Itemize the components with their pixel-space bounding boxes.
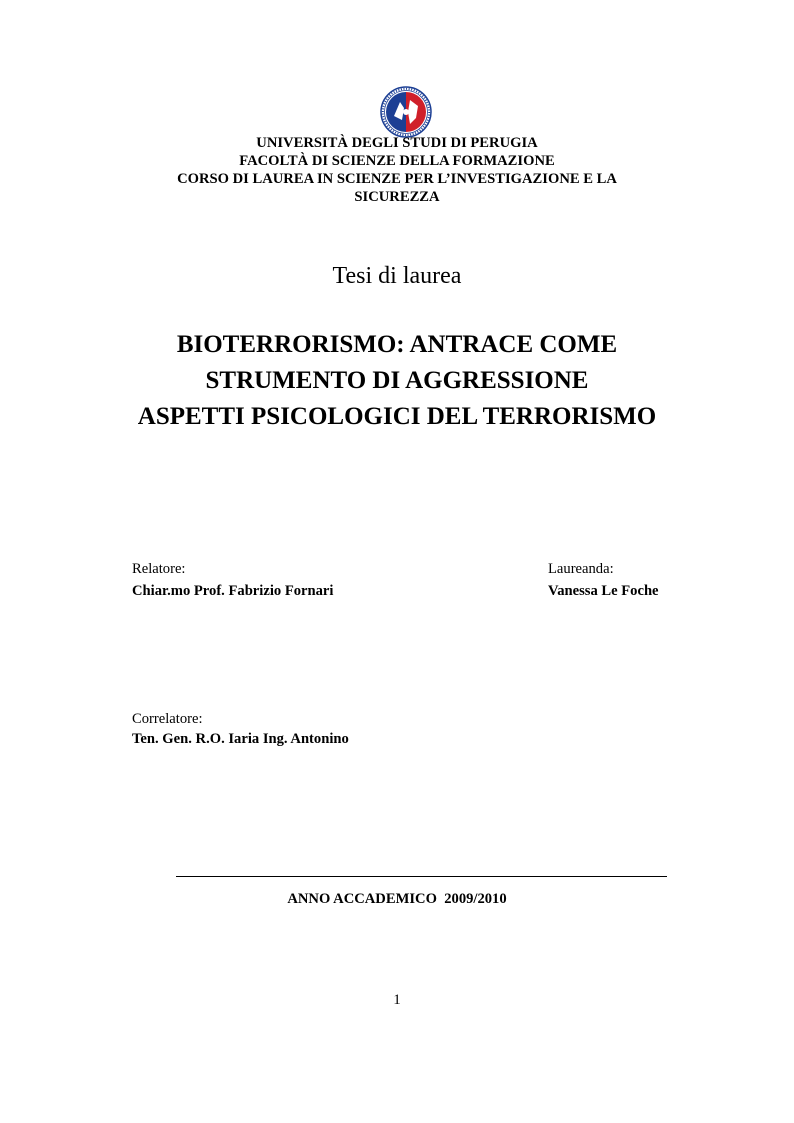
university-name: UNIVERSITÀ DEGLI STUDI DI PERUGIA (256, 135, 538, 151)
faculty-name: FACOLTÀ DI SCIENZE DELLA FORMAZIONE (239, 153, 555, 169)
document-type: Tesi di laurea (332, 263, 462, 289)
thesis-title-line2: STRUMENTO DI AGGRESSIONE (205, 367, 589, 394)
co-supervisor-name: Ten. Gen. R.O. Iaria Ing. Antonino (132, 731, 349, 747)
course-name-line1: CORSO DI LAUREA IN SCIENZE PER L’INVESTIGAZIONE E LA (177, 171, 617, 187)
candidate-label: Laureanda: (548, 561, 614, 577)
course-name-line2: SICUREZZA (354, 189, 440, 205)
academic-year: ANNO ACCADEMICO 2009/2010 (287, 891, 507, 907)
page-number: 1 (393, 992, 401, 1008)
university-seal-logo (380, 86, 432, 138)
thesis-title-line3: ASPETTI PSICOLOGICI DEL TERRORISMO (137, 403, 657, 430)
co-supervisor-label: Correlatore: (132, 711, 203, 727)
candidate-name: Vanessa Le Foche (548, 583, 659, 599)
supervisor-label: Relatore: (132, 561, 186, 577)
horizontal-rule (176, 876, 667, 877)
supervisor-name: Chiar.mo Prof. Fabrizio Fornari (132, 583, 334, 599)
thesis-title-line1: BIOTERRORISMO: ANTRACE COME (176, 331, 618, 358)
